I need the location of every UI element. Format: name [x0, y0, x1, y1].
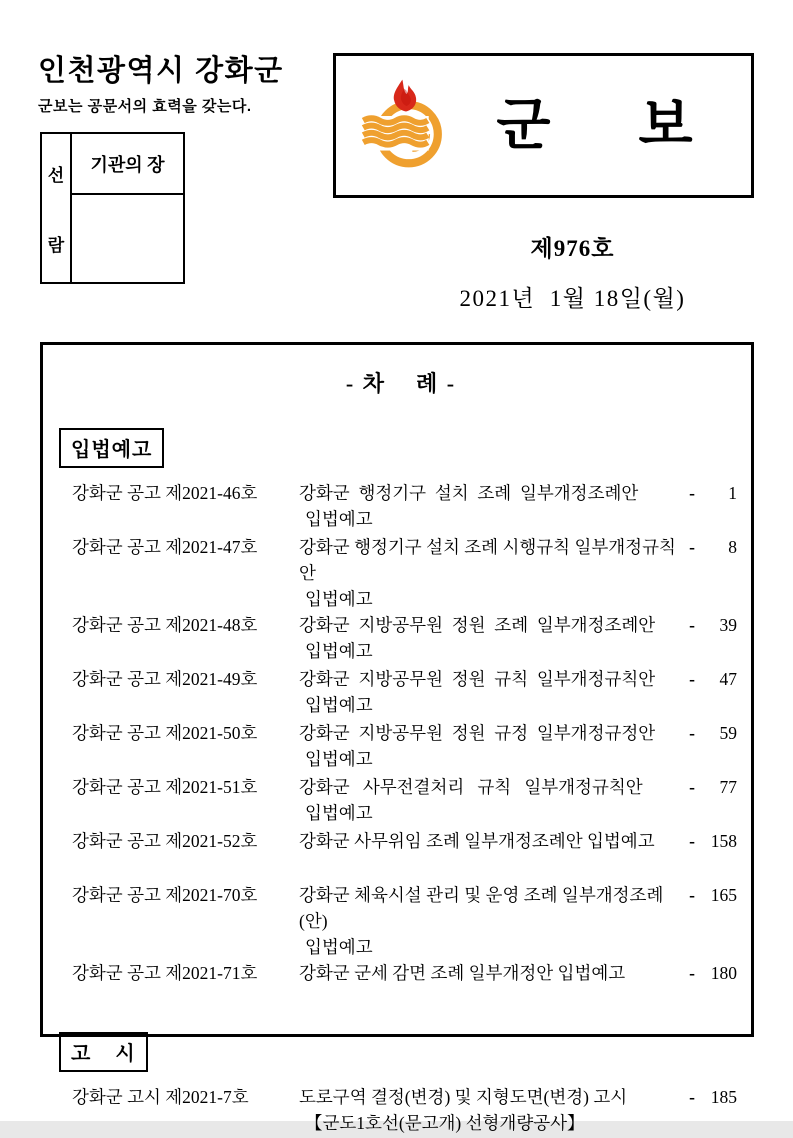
entry-main [299, 720, 681, 772]
entry-subtitle: 입법예고 [305, 803, 373, 823]
stamp-signature-cell [71, 194, 184, 283]
entry-notice-number: 강화군 공고 제2021-71호 [72, 963, 258, 983]
entry-main [299, 480, 681, 532]
entry-page-number: 59 [719, 723, 737, 743]
entry-notice-number: 강화군 고시 제2021-7호 [72, 1087, 249, 1107]
entry-page-dash: - [689, 537, 695, 557]
section-label: 고 시 [59, 1032, 148, 1072]
entry-main [299, 612, 681, 664]
toc-entry [59, 720, 743, 774]
entry-title: 강화군 군세 감면 조례 일부개정안 입법예고 [299, 963, 626, 983]
gazette-tagline: 군보는 공문서의 효력을 갖는다. [38, 98, 252, 115]
toc-entry [59, 612, 743, 666]
stamp-left-cell [41, 133, 71, 283]
entry-main [299, 774, 681, 826]
entry-title: 강화군 체육시설 관리 및 운영 조례 일부개정조례(안) [299, 885, 664, 931]
masthead-char-bo: 보 [638, 94, 693, 157]
entry-page-dash: - [689, 669, 695, 689]
entry-main [299, 666, 681, 718]
org-name: 인천광역시 강화군 [38, 55, 284, 87]
entry-notice-number: 강화군 공고 제2021-52호 [72, 831, 258, 851]
entry-subtitle: 【군도1호선(문고개) 선형개량공사】 [305, 1113, 585, 1133]
issue-block [333, 230, 754, 313]
entry-main [299, 1084, 681, 1136]
toc-sections [59, 414, 743, 1138]
toc-section [59, 414, 743, 1014]
entry-main [299, 960, 681, 986]
entry-page-number: 185 [710, 1087, 737, 1107]
entry-notice-number: 강화군 공고 제2021-47호 [72, 537, 258, 557]
entry-notice-number: 강화군 공고 제2021-46호 [72, 483, 258, 503]
entry-main [299, 828, 681, 854]
entry-page-dash: - [689, 723, 695, 743]
toc-box [40, 342, 754, 1133]
entry-page-number: 165 [710, 885, 737, 905]
entry-title: 도로구역 결정(변경) 및 지형도면(변경) 고시 [299, 1087, 628, 1107]
toc-entry [59, 666, 743, 720]
toc-entry [59, 960, 743, 1014]
section-entries [59, 1084, 743, 1138]
toc-entry [59, 774, 743, 828]
entry-title: 강화군 지방공무원 정원 규칙 일부개정규칙안 [299, 669, 656, 689]
section-entries [59, 480, 743, 1014]
entry-page-dash: - [689, 483, 695, 503]
entry-subtitle: 입법예고 [305, 641, 373, 661]
entry-page-number: 8 [728, 537, 737, 557]
entry-notice-number: 강화군 공고 제2021-51호 [72, 777, 258, 797]
entry-page-number: 39 [719, 615, 737, 635]
entry-notice-number: 강화군 공고 제2021-50호 [72, 723, 258, 743]
entry-title: 강화군 지방공무원 정원 조례 일부개정조례안 [299, 615, 656, 635]
toc-title: - 차 례 - [345, 371, 457, 396]
entry-page-number: 77 [719, 777, 737, 797]
entry-title: 강화군 행정기구 설치 조례 일부개정조례안 [299, 483, 639, 503]
entry-subtitle: 입법예고 [305, 695, 373, 715]
entry-title: 강화군 사무위임 조례 일부개정조례안 입법예고 [299, 831, 655, 851]
entry-notice-number: 강화군 공고 제2021-49호 [72, 669, 258, 689]
entry-notice-number: 강화군 공고 제2021-48호 [72, 615, 258, 635]
county-emblem-icon [356, 71, 456, 181]
entry-notice-number: 강화군 공고 제2021-70호 [72, 885, 258, 905]
masthead-box [333, 53, 754, 198]
entry-subtitle: 입법예고 [305, 509, 373, 529]
entry-page-dash: - [689, 885, 695, 905]
entry-title: 강화군 사무전결처리 규칙 일부개정규칙안 [299, 777, 643, 797]
entry-page-dash: - [689, 777, 695, 797]
approval-stamp-table [40, 132, 185, 284]
stamp-head-cell: 기관의 장 [71, 133, 184, 194]
entry-subtitle: 입법예고 [305, 589, 373, 609]
stamp-char-seon: 선 [47, 165, 65, 185]
stamp-char-ram: 람 [47, 235, 65, 255]
toc-entry [59, 534, 743, 612]
entry-main [299, 882, 681, 960]
issue-number: 제976호 [530, 236, 615, 261]
entry-main [299, 534, 681, 612]
toc-entry [59, 828, 743, 882]
toc-entry [59, 1084, 743, 1138]
entry-page-dash: - [689, 1087, 695, 1107]
section-label: 입법예고 [59, 428, 164, 468]
toc-section [59, 1018, 743, 1138]
entry-page-dash: - [689, 831, 695, 851]
toc-entry [59, 882, 743, 960]
entry-page-number: 47 [719, 669, 737, 689]
entry-title: 강화군 행정기구 설치 조례 시행규칙 일부개정규칙안 [299, 537, 676, 583]
entry-page-dash: - [689, 615, 695, 635]
entry-subtitle: 입법예고 [305, 937, 373, 957]
entry-page-dash: - [689, 963, 695, 983]
toc-entry [59, 480, 743, 534]
entry-title: 강화군 지방공무원 정원 규정 일부개정규정안 [299, 723, 656, 743]
masthead-title [456, 94, 751, 157]
org-block [38, 48, 284, 116]
entry-page-number: 180 [710, 963, 737, 983]
entry-subtitle: 입법예고 [305, 749, 373, 769]
entry-page-number: 158 [710, 831, 737, 851]
issue-date: 2021년 1월 18일(월) [459, 286, 686, 311]
entry-page-number: 1 [728, 483, 737, 503]
masthead-char-gun: 군 [496, 94, 551, 157]
